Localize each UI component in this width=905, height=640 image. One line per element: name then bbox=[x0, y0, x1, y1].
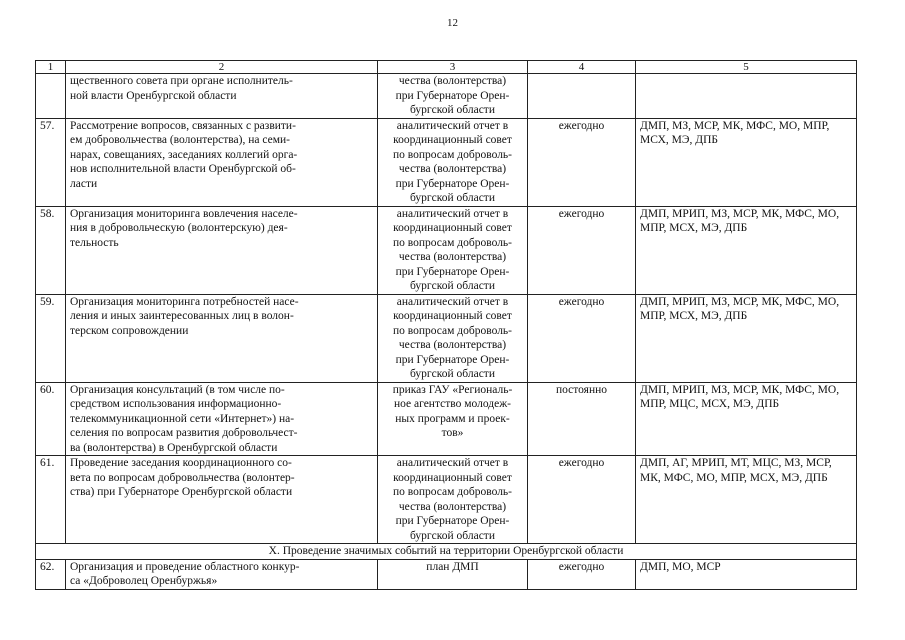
cell-line: координационный совет bbox=[393, 134, 512, 146]
cell-line: при Губернаторе Орен- bbox=[395, 177, 510, 190]
executors-cell bbox=[636, 294, 857, 382]
header-col-2: 2 bbox=[66, 61, 378, 74]
cell-line: при Губернаторе Орен- bbox=[395, 515, 510, 527]
activity-cell bbox=[66, 559, 378, 589]
cell-line: аналитический отчет в bbox=[396, 295, 509, 308]
row-number: 61. bbox=[36, 456, 66, 544]
cell-line: бургской области bbox=[410, 280, 495, 292]
cell-line: тельность bbox=[70, 236, 119, 249]
cell-line: ДМП, МО, МСР bbox=[640, 560, 721, 573]
cell-line: ства) при Губернаторе Оренбургской области bbox=[70, 486, 293, 498]
frequency-cell: постоянно bbox=[528, 382, 636, 456]
document-cell bbox=[378, 382, 528, 456]
cell-line: МПР, МСХ, МЭ, ДПБ bbox=[640, 222, 748, 234]
cell-line: селения по вопросам развития добровольчест- bbox=[70, 427, 298, 439]
activity-cell bbox=[66, 118, 378, 206]
plan-table bbox=[35, 60, 857, 590]
cell-line: нарах, совещаниях, заседаниях коллегий орга- bbox=[70, 148, 298, 161]
section-title: X. Проведение значимых событий на территории Оренбургской области bbox=[36, 544, 857, 560]
activity-cell bbox=[66, 456, 378, 544]
header-col-1: 1 bbox=[36, 61, 66, 74]
table-row bbox=[36, 74, 857, 119]
cell-line: средством использования информационно- bbox=[70, 398, 282, 410]
table-row bbox=[36, 294, 857, 382]
executors-cell bbox=[636, 456, 857, 544]
row-number: 57. bbox=[36, 118, 66, 206]
row-number: 58. bbox=[36, 206, 66, 294]
cell-line: са «Доброволец Оренбуржья» bbox=[70, 575, 218, 587]
cell-line: ДМП, МРИП, МЗ, МСР, МК, МФС, МО, bbox=[640, 295, 840, 308]
table-row bbox=[36, 559, 857, 589]
cell-line: бургской области bbox=[410, 368, 495, 380]
cell-line: аналитический отчет в bbox=[396, 207, 509, 220]
cell-line: аналитический отчет в bbox=[396, 119, 509, 132]
cell-line: при Губернаторе Орен- bbox=[395, 353, 510, 366]
cell-line: чества (волонтерства) bbox=[398, 251, 507, 263]
table-row bbox=[36, 206, 857, 294]
document-cell bbox=[378, 206, 528, 294]
row-number: 60. bbox=[36, 382, 66, 456]
cell-line: чества (волонтерства) bbox=[398, 500, 507, 513]
document-cell bbox=[378, 559, 528, 589]
cell-line: МПР, МСХ, МЭ, ДПБ bbox=[640, 310, 748, 322]
frequency-cell: ежегодно bbox=[528, 294, 636, 382]
cell-line: ДМП, АГ, МРИП, МТ, МЦС, МЗ, МСР, bbox=[640, 457, 832, 469]
document-cell bbox=[378, 74, 528, 119]
cell-line: МСХ, МЭ, ДПБ bbox=[640, 134, 718, 146]
cell-line: ния в добровольческую (волонтерскую) дея- bbox=[70, 222, 288, 234]
activity-cell bbox=[66, 294, 378, 382]
executors-cell bbox=[636, 74, 857, 119]
cell-line: Организация мониторинга потребностей насе- bbox=[70, 295, 299, 308]
cell-line: Рассмотрение вопросов, связанных с развити- bbox=[70, 119, 296, 132]
cell-line: щественного совета при органе исполнитель- bbox=[70, 75, 293, 87]
cell-line: МК, МФС, МО, МПР, МСХ, МЭ, ДПБ bbox=[640, 471, 828, 484]
cell-line: ных программ и проек- bbox=[395, 412, 510, 425]
cell-line: аналитический отчет в bbox=[396, 457, 509, 469]
cell-line: тов» bbox=[441, 427, 464, 439]
cell-line: ДМП, МЗ, МСР, МК, МФС, МО, МПР, bbox=[640, 119, 830, 132]
executors-cell bbox=[636, 206, 857, 294]
row-number bbox=[36, 74, 66, 119]
frequency-cell: ежегодно bbox=[528, 456, 636, 544]
activity-cell bbox=[66, 206, 378, 294]
header-col-3: 3 bbox=[378, 61, 528, 74]
cell-line: чества (волонтерства) bbox=[398, 339, 507, 351]
header-col-4: 4 bbox=[528, 61, 636, 74]
cell-line: Проведение заседания координационного со- bbox=[70, 457, 292, 469]
cell-line: ной власти Оренбургской области bbox=[70, 89, 237, 102]
frequency-cell: ежегодно bbox=[528, 206, 636, 294]
table-row bbox=[36, 382, 857, 456]
cell-line: при Губернаторе Орен- bbox=[395, 265, 510, 278]
cell-line: координационный совет bbox=[393, 310, 512, 322]
executors-cell bbox=[636, 118, 857, 206]
cell-line: ва (волонтерства) в Оренбургской области bbox=[70, 441, 278, 454]
executors-cell bbox=[636, 382, 857, 456]
table-row bbox=[36, 456, 857, 544]
cell-line: приказ ГАУ «Региональ- bbox=[392, 383, 513, 396]
cell-line: бургской области bbox=[410, 104, 495, 116]
row-number: 59. bbox=[36, 294, 66, 382]
document-cell bbox=[378, 456, 528, 544]
cell-line: координационный совет bbox=[393, 222, 512, 234]
cell-line: чества (волонтерства) bbox=[398, 163, 507, 175]
activity-cell bbox=[66, 382, 378, 456]
cell-line: Организация консультаций (в том числе по- bbox=[70, 383, 285, 396]
document-cell bbox=[378, 294, 528, 382]
activity-cell bbox=[66, 74, 378, 119]
executors-cell bbox=[636, 559, 857, 589]
cell-line: по вопросам доброволь- bbox=[392, 148, 513, 161]
cell-line: ласти bbox=[70, 177, 98, 190]
cell-line: план ДМП bbox=[426, 560, 479, 573]
row-number: 62. bbox=[36, 559, 66, 589]
cell-line: ДМП, МРИП, МЗ, МСР, МК, МФС, МО, bbox=[640, 383, 840, 396]
frequency-cell: ежегодно bbox=[528, 118, 636, 206]
cell-line: бургской области bbox=[410, 192, 495, 204]
cell-line: телекоммуникационной сети «Интернет») на- bbox=[70, 412, 295, 425]
header-col-5: 5 bbox=[636, 61, 857, 74]
section-row bbox=[36, 544, 857, 560]
cell-line: терском сопровождении bbox=[70, 324, 189, 337]
frequency-cell bbox=[528, 74, 636, 119]
cell-line: чества (волонтерства) bbox=[398, 75, 507, 87]
document-cell bbox=[378, 118, 528, 206]
table-row bbox=[36, 118, 857, 206]
cell-line: координационный совет bbox=[393, 471, 512, 484]
cell-line: при Губернаторе Орен- bbox=[395, 89, 510, 102]
cell-line: бургской области bbox=[410, 529, 495, 542]
cell-line: ления и иных заинтересованных лиц в волон- bbox=[70, 310, 294, 322]
cell-line: по вопросам доброволь- bbox=[392, 324, 513, 337]
cell-line: по вопросам доброволь- bbox=[392, 486, 513, 498]
frequency-cell: ежегодно bbox=[528, 559, 636, 589]
header-row bbox=[36, 61, 857, 74]
cell-line: вета по вопросам добровольчества (волонтер- bbox=[70, 471, 295, 484]
cell-line: ное агентство молодеж- bbox=[394, 398, 511, 410]
cell-line: по вопросам доброволь- bbox=[392, 236, 513, 249]
cell-line: Организация мониторинга вовлечения населе- bbox=[70, 207, 298, 220]
page-number: 12 bbox=[447, 17, 458, 29]
cell-line: Организация и проведение областного конкур- bbox=[70, 560, 300, 573]
cell-line: нов исполнительной власти Оренбургской об- bbox=[70, 163, 296, 175]
cell-line: МПР, МЦС, МСХ, МЭ, ДПБ bbox=[640, 398, 780, 410]
cell-line: ДМП, МРИП, МЗ, МСР, МК, МФС, МО, bbox=[640, 207, 840, 220]
cell-line: ем добровольчества (волонтерства), на семи- bbox=[70, 134, 290, 146]
